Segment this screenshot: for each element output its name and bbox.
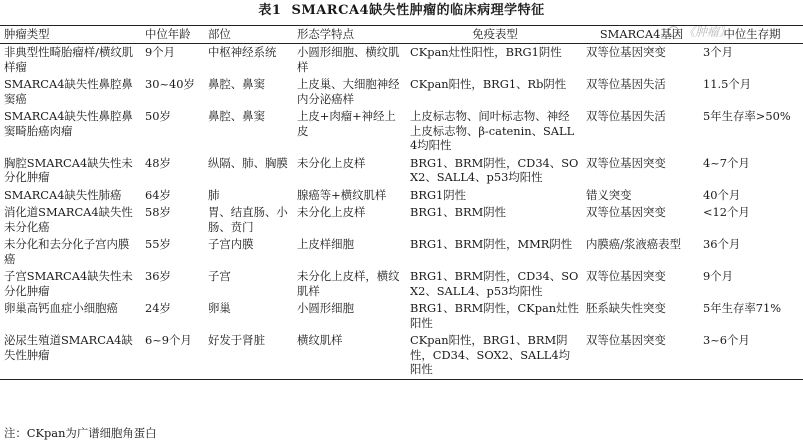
cell-median-survival: 3~6个月 xyxy=(699,332,803,379)
table-number: 表1 xyxy=(258,3,282,18)
cell-median-survival: 36个月 xyxy=(703,237,741,251)
cell-immunophenotype: CKpan阳性，BRG1、Rb阴性 xyxy=(410,77,567,91)
cell-site: 鼻腔、鼻窦 xyxy=(208,77,265,91)
cell-site: 纵隔、肺、胸膜 xyxy=(208,155,288,170)
cell-median-age: 58岁 xyxy=(145,205,171,219)
cell-median-survival: 11.5个月 xyxy=(703,77,752,91)
cell-median-survival: 3个月 xyxy=(703,45,734,59)
cell-morphology: 上皮样细胞 xyxy=(297,237,354,251)
cell-median-survival: 5年生存率>50% xyxy=(703,109,791,123)
cell-median-age: 6~9个月 xyxy=(141,332,204,379)
header-morphology: 形态学特点 xyxy=(293,26,406,44)
cell-site: 卵巢 xyxy=(208,301,231,315)
cell-median-survival: 40个月 xyxy=(703,187,741,202)
cell-smarca4-gene: 胚系缺失性突变 xyxy=(586,301,666,315)
cell-median-age: 36岁 xyxy=(145,269,171,283)
cell-smarca4-gene: 双等位基因突变 xyxy=(586,45,666,59)
cell-morphology: 未分化上皮样 xyxy=(297,155,366,170)
cell-site: 好发于肾脏 xyxy=(204,332,293,379)
table-caption xyxy=(0,0,803,22)
cell-smarca4-gene: 内膜癌/浆液癌表型 xyxy=(586,237,681,251)
cell-smarca4-gene: 双等位基因突变 xyxy=(582,332,699,379)
cell-smarca4-gene: 双等位基因突变 xyxy=(586,269,666,283)
table-row xyxy=(0,236,803,268)
cell-tumor-type: 消化道SMARCA4缺失性未分化癌 xyxy=(4,205,133,234)
cell-smarca4-gene: 双等位基因突变 xyxy=(586,205,666,219)
cell-smarca4-gene: 双等位基因失活 xyxy=(586,109,666,123)
pathology-table xyxy=(0,25,803,380)
cell-morphology: 上皮+肉瘤+神经上皮 xyxy=(297,109,396,138)
header-tumor-type: 肿瘤类型 xyxy=(0,26,141,44)
cell-median-survival: 9个月 xyxy=(703,269,734,283)
cell-median-survival: 4~7个月 xyxy=(703,155,750,170)
cell-immunophenotype: CKpan灶性阳性，BRG1阴性 xyxy=(410,45,562,59)
cell-tumor-type: 泌尿生殖道SMARCA4缺失性肿瘤 xyxy=(0,332,141,379)
cell-smarca4-gene: 双等位基因突变 xyxy=(586,155,666,170)
cell-immunophenotype: BRG1、BRM阴性，CD34、SOX2、SALL4、p53均阳性 xyxy=(410,269,579,298)
header-row xyxy=(0,26,803,44)
cell-morphology: 未分化上皮样 xyxy=(297,205,366,219)
cell-site: 鼻腔、鼻窦 xyxy=(208,109,265,123)
cell-median-age: 9个月 xyxy=(145,45,176,59)
cell-tumor-type: SMARCA4缺失性鼻腔鼻窦畸胎癌肉瘤 xyxy=(4,109,133,138)
cell-tumor-type: 非典型性畸胎瘤样/横纹肌样瘤 xyxy=(4,45,134,74)
cell-morphology: 腺癌等+横纹肌样 xyxy=(297,187,387,202)
table-title: SMARCA4缺失性肿瘤的临床病理学特征 xyxy=(291,3,545,18)
cell-site: 肺 xyxy=(208,187,220,202)
cell-site: 子宫内膜 xyxy=(208,237,254,251)
cell-immunophenotype: BRG1、BRM阴性 xyxy=(410,205,507,219)
table-row xyxy=(0,204,803,236)
watermark-text: 《肿瘤》 xyxy=(683,25,732,39)
cell-smarca4-gene: 错义突变 xyxy=(586,187,632,202)
cell-immunophenotype: BRG1阴性 xyxy=(410,187,467,202)
cell-site: 子宫 xyxy=(208,269,231,283)
table-row xyxy=(0,332,803,379)
table-row xyxy=(0,76,803,108)
header-median-survival: 中位生存期 xyxy=(699,26,803,44)
table-row xyxy=(0,300,803,332)
cell-immunophenotype: BRG1、BRM阴性，CD34、SOX2、SALL4、p53均阳性 xyxy=(410,155,579,184)
table-row xyxy=(0,155,803,187)
cell-median-survival: 5年生存率71% xyxy=(703,301,782,315)
header-site: 部位 xyxy=(204,26,293,44)
cell-morphology: 小圆形细胞 xyxy=(297,301,354,315)
cell-morphology: 上皮巢、大细胞神经内分泌癌样 xyxy=(297,77,400,106)
cell-morphology: 横纹肌样 xyxy=(293,332,406,379)
header-median-age: 中位年龄 xyxy=(141,26,204,44)
table-row xyxy=(0,44,803,77)
cell-immunophenotype: BRG1、BRM阴性，MMR阴性 xyxy=(410,237,573,251)
cell-median-age: 48岁 xyxy=(145,155,171,170)
table-row xyxy=(0,108,803,155)
cell-tumor-type: 子宫SMARCA4缺失性未分化肿瘤 xyxy=(4,269,133,298)
cell-tumor-type: 卵巢高钙血症小细胞癌 xyxy=(4,301,118,315)
header-immunophenotype: 免疫表型 xyxy=(406,26,582,44)
cell-median-age: 55岁 xyxy=(145,237,171,251)
cell-median-age: 24岁 xyxy=(145,301,171,315)
cell-immunophenotype: CKpan阳性，BRG1、BRM阴性，CD34、SOX2、SALL4均阳性 xyxy=(406,332,582,379)
cell-morphology: 未分化上皮样，横纹肌样 xyxy=(297,269,400,298)
table-row xyxy=(0,268,803,300)
cell-immunophenotype: 上皮标志物、间叶标志物、神经上皮标志物、β-catenin、SALL4均阳性 xyxy=(410,109,575,152)
cell-median-age: 30~40岁 xyxy=(145,77,195,91)
cell-tumor-type: SMARCA4缺失性鼻腔鼻窦癌 xyxy=(4,77,133,106)
table-row xyxy=(0,187,803,205)
cell-tumor-type: 未分化和去分化子宫内膜癌 xyxy=(4,237,130,266)
table-footnote: 注：CKpan为广谱细胞角蛋白 xyxy=(4,426,157,440)
cell-median-age: 50岁 xyxy=(145,109,171,123)
cell-immunophenotype: BRG1、BRM阴性，CKpan灶性阳性 xyxy=(410,301,579,330)
cell-tumor-type: 胸腔SMARCA4缺失性未分化肿瘤 xyxy=(4,155,133,184)
cell-site: 胃、结直肠、小肠、贲门 xyxy=(208,205,288,234)
header-smarca4-gene: SMARCA4基因 xyxy=(582,26,699,44)
cell-median-age: 64岁 xyxy=(145,187,171,202)
cell-morphology: 小圆形细胞、横纹肌样 xyxy=(297,45,400,74)
cell-tumor-type: SMARCA4缺失性肺癌 xyxy=(4,187,122,202)
cell-median-survival: <12个月 xyxy=(703,205,750,219)
cell-smarca4-gene: 双等位基因失活 xyxy=(586,77,666,91)
cell-site: 中枢神经系统 xyxy=(208,45,277,59)
